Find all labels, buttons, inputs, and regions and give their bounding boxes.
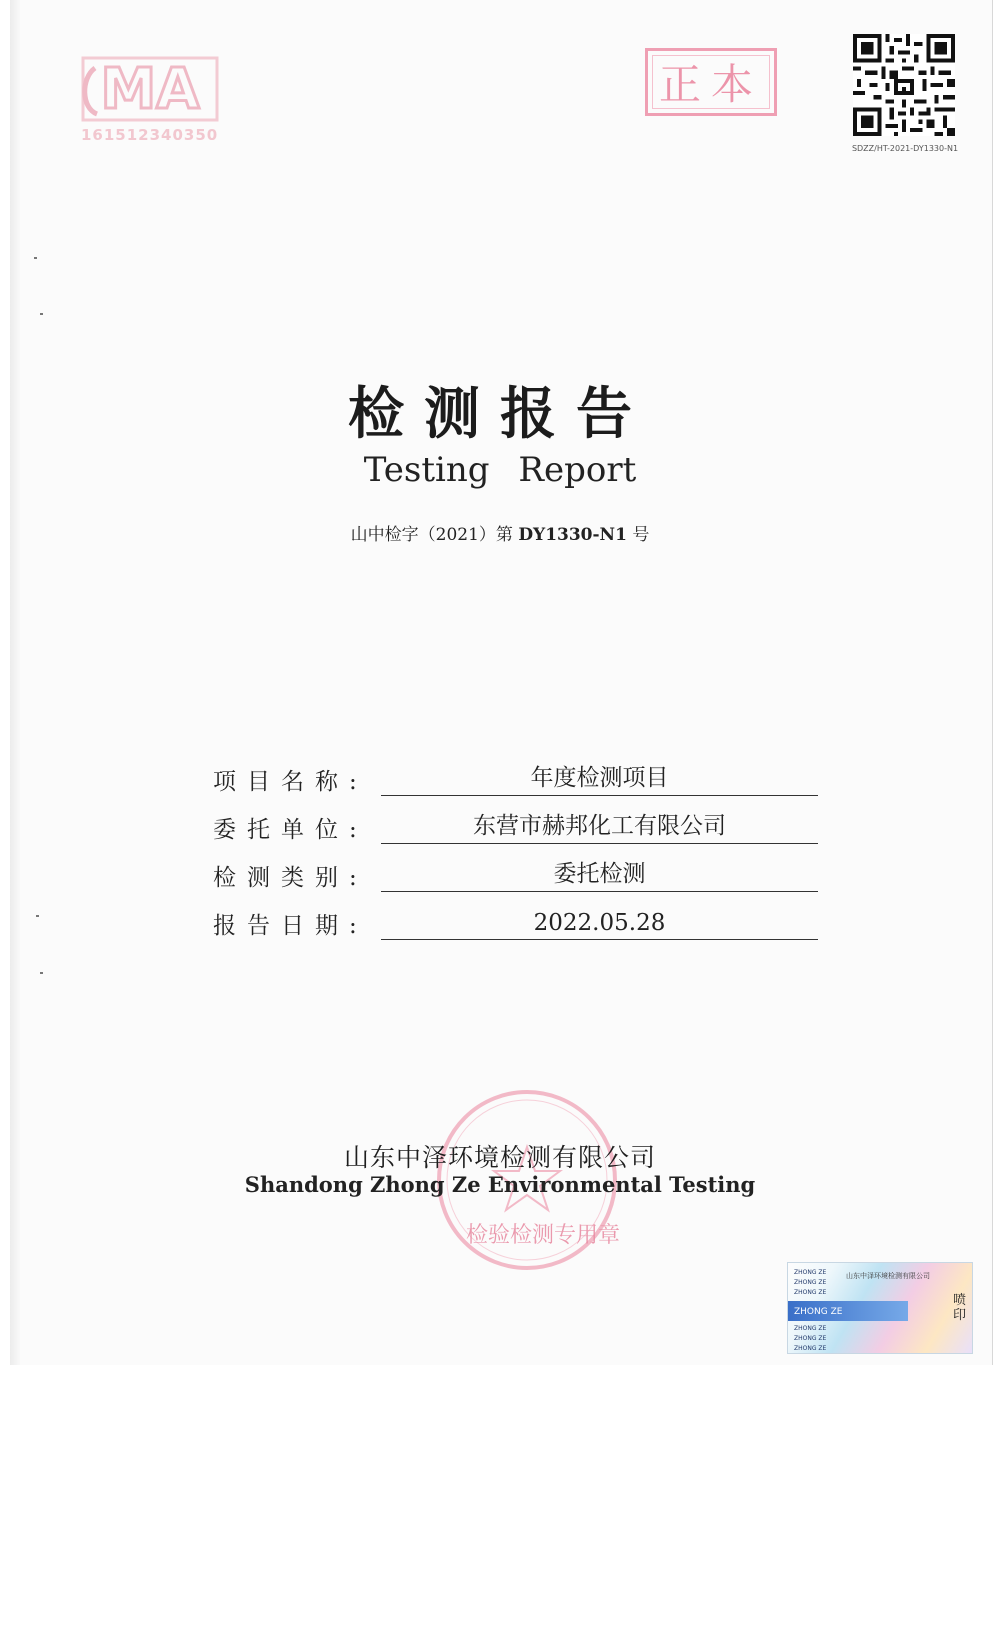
label-side-text: 喷印: [953, 1293, 967, 1323]
field-underline: [381, 755, 818, 796]
report-title-cn: 检测报告: [348, 381, 652, 447]
label-repeat-text: ZHONG ZE: [794, 1335, 827, 1342]
report-title-en: Testing Report: [363, 450, 637, 490]
original-copy-stamp: 正本: [645, 48, 777, 116]
field-label: 报告日期:: [213, 913, 368, 939]
field-value: 委托检测: [553, 861, 646, 887]
field-value: 年度检测项目: [530, 765, 669, 791]
label-repeat-text: ZHONG ZE: [794, 1345, 827, 1352]
field-value: 2022.05.28: [533, 910, 666, 936]
field-underline: [381, 803, 818, 844]
field-value: 东营市赫邦化工有限公司: [473, 813, 726, 839]
qr-code-text: SDZZ/HT-2021-DY1330-N1: [851, 144, 959, 153]
anti-counterfeit-label: [787, 1262, 973, 1354]
label-repeat-text: ZHONG ZE: [794, 1279, 827, 1286]
field-underline: [381, 851, 818, 892]
company-name-cn: 山东中泽环境检测有限公司: [343, 1143, 656, 1172]
field-label: 检测类别:: [213, 865, 368, 891]
label-repeat-text: ZHONG ZE: [794, 1325, 827, 1332]
field-label: 项目名称:: [213, 769, 368, 795]
company-name-en: Shandong Zhong Ze Environmental Testing: [244, 1172, 756, 1197]
field-project-name: [213, 755, 818, 795]
report-number-code: DY1330-N1: [518, 525, 627, 545]
scan-speck: [40, 313, 43, 315]
qr-code-icon: [853, 34, 955, 136]
scan-speck: [34, 257, 37, 259]
label-repeat-text: ZHONG ZE: [794, 1289, 827, 1296]
scan-speck: [36, 915, 39, 917]
scan-speck: [40, 972, 43, 974]
field-test-category: [213, 851, 818, 891]
seal-text: 检验检测专用章: [466, 1223, 621, 1248]
label-repeat-text: ZHONG ZE: [794, 1269, 827, 1276]
field-client: [213, 803, 818, 843]
svg-text:MA: MA: [100, 57, 200, 122]
cma-number: 161512340350: [81, 126, 219, 144]
report-number-suffix: 号: [632, 525, 650, 545]
label-repeat-text: ZHONG ZE: [794, 1307, 843, 1317]
field-label: 委托单位:: [213, 817, 368, 843]
report-number-prefix: 山中检字（2021）第: [350, 525, 513, 545]
field-report-date: [213, 899, 818, 939]
field-underline: [381, 899, 818, 940]
label-title: 山东中泽环境检测有限公司: [846, 1272, 930, 1280]
report-number: [0, 520, 1000, 545]
